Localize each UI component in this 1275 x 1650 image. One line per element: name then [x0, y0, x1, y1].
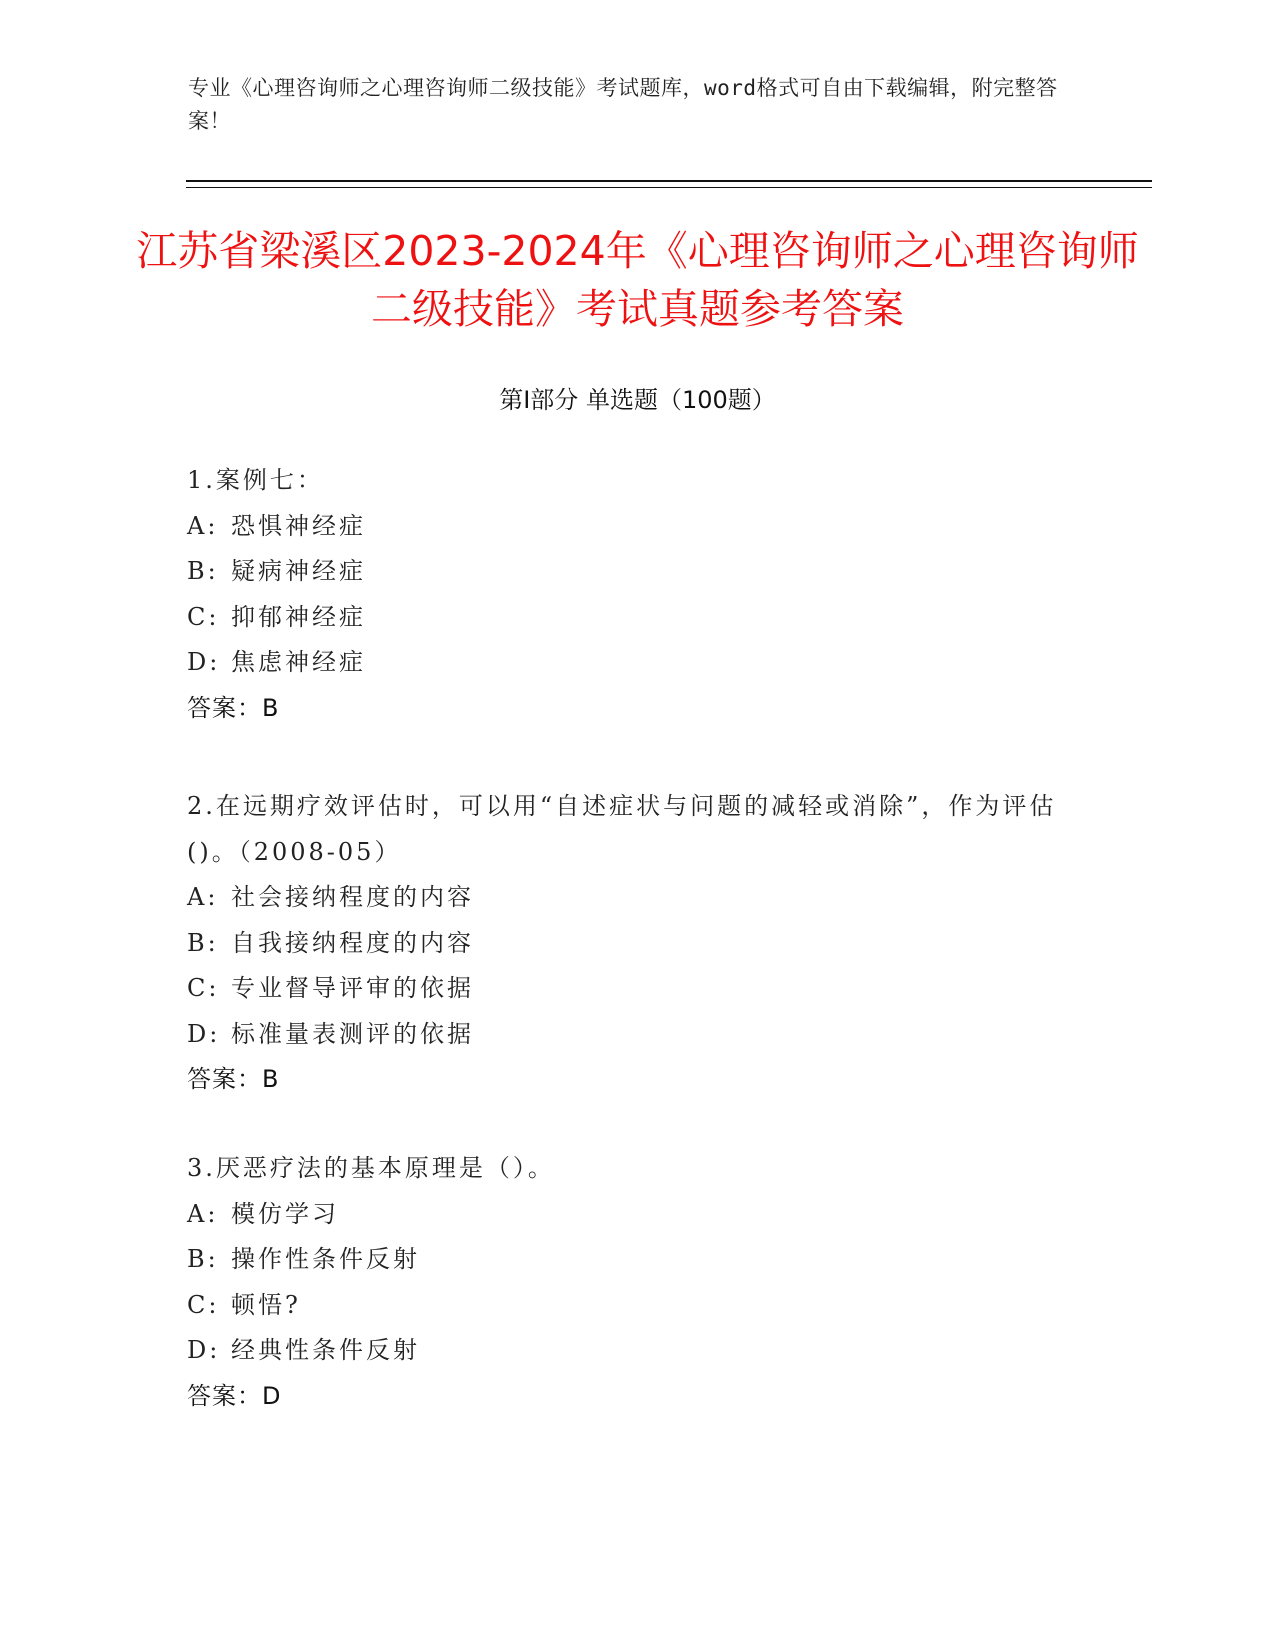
question-3	[187, 1146, 1067, 1419]
option-c	[187, 1283, 1067, 1329]
option-letter: C:	[187, 974, 220, 1002]
option-d	[187, 1012, 1067, 1058]
option-letter: A:	[187, 1199, 219, 1228]
header-divider-thin	[186, 187, 1152, 188]
answer-line	[187, 1374, 1067, 1420]
question-stem: 3.厌恶疗法的基本原理是（）。	[187, 1154, 555, 1182]
option-letter: B:	[187, 557, 219, 585]
document-title: 江苏省梁溪区2023-2024年《心理咨询师之心理咨询师二级技能》考试真题参考答案	[136, 227, 1139, 333]
header-divider-thick	[186, 180, 1152, 182]
option-text: 疑病神经症	[231, 557, 366, 585]
option-a	[187, 1192, 1067, 1238]
option-a	[187, 504, 1067, 550]
option-letter: D:	[187, 1336, 221, 1364]
option-letter: B:	[187, 1245, 219, 1273]
option-text: 模仿学习	[231, 1199, 339, 1228]
option-letter: D:	[187, 648, 221, 676]
option-letter: D:	[187, 1019, 221, 1048]
option-c	[187, 966, 1067, 1012]
option-letter: A:	[187, 883, 219, 911]
option-d	[187, 640, 1067, 686]
option-letter: A:	[187, 511, 219, 540]
option-text: 操作性条件反射	[231, 1245, 420, 1273]
header-note: 专业《心理咨询师之心理咨询师二级技能》考试题库，word格式可自由下载编辑，附完整答案！	[188, 76, 1058, 133]
question-stem: 2.在远期疗效评估时，可以用“自述症状与问题的减轻或消除”，作为评估()。（2008-05）	[187, 792, 1057, 866]
option-c	[187, 595, 1067, 641]
option-text: 抑郁神经症	[231, 602, 366, 631]
option-text: 自我接纳程度的内容	[231, 928, 474, 957]
answer-label: 答案：	[187, 693, 262, 722]
option-a	[187, 875, 1067, 921]
question-1	[187, 458, 1067, 731]
option-letter: C:	[187, 1290, 220, 1319]
option-b	[187, 921, 1067, 967]
option-text: 恐惧神经症	[231, 511, 366, 540]
question-stem: 1.案例七：	[187, 466, 324, 494]
option-d	[187, 1328, 1067, 1374]
option-text: 社会接纳程度的内容	[231, 883, 474, 911]
option-text: 专业督导评审的依据	[231, 974, 474, 1002]
option-letter: B:	[187, 928, 219, 957]
option-text: 标准量表测评的依据	[231, 1019, 474, 1048]
option-b	[187, 1237, 1067, 1283]
answer-line	[187, 1057, 1067, 1103]
answer-label: 答案：	[187, 1065, 262, 1093]
option-letter: C:	[187, 602, 220, 631]
option-b	[187, 549, 1067, 595]
answer-value: B	[262, 693, 280, 722]
option-text: 顿悟?	[231, 1290, 301, 1319]
section-title: 第Ⅰ部分 单选题（100题）	[499, 386, 776, 414]
option-text: 焦虑神经症	[231, 648, 366, 676]
option-text: 经典性条件反射	[231, 1336, 420, 1364]
question-2	[187, 784, 1067, 1103]
answer-value: D	[262, 1381, 282, 1410]
answer-line	[187, 686, 1067, 732]
answer-label: 答案：	[187, 1381, 262, 1410]
answer-value: B	[262, 1065, 280, 1093]
